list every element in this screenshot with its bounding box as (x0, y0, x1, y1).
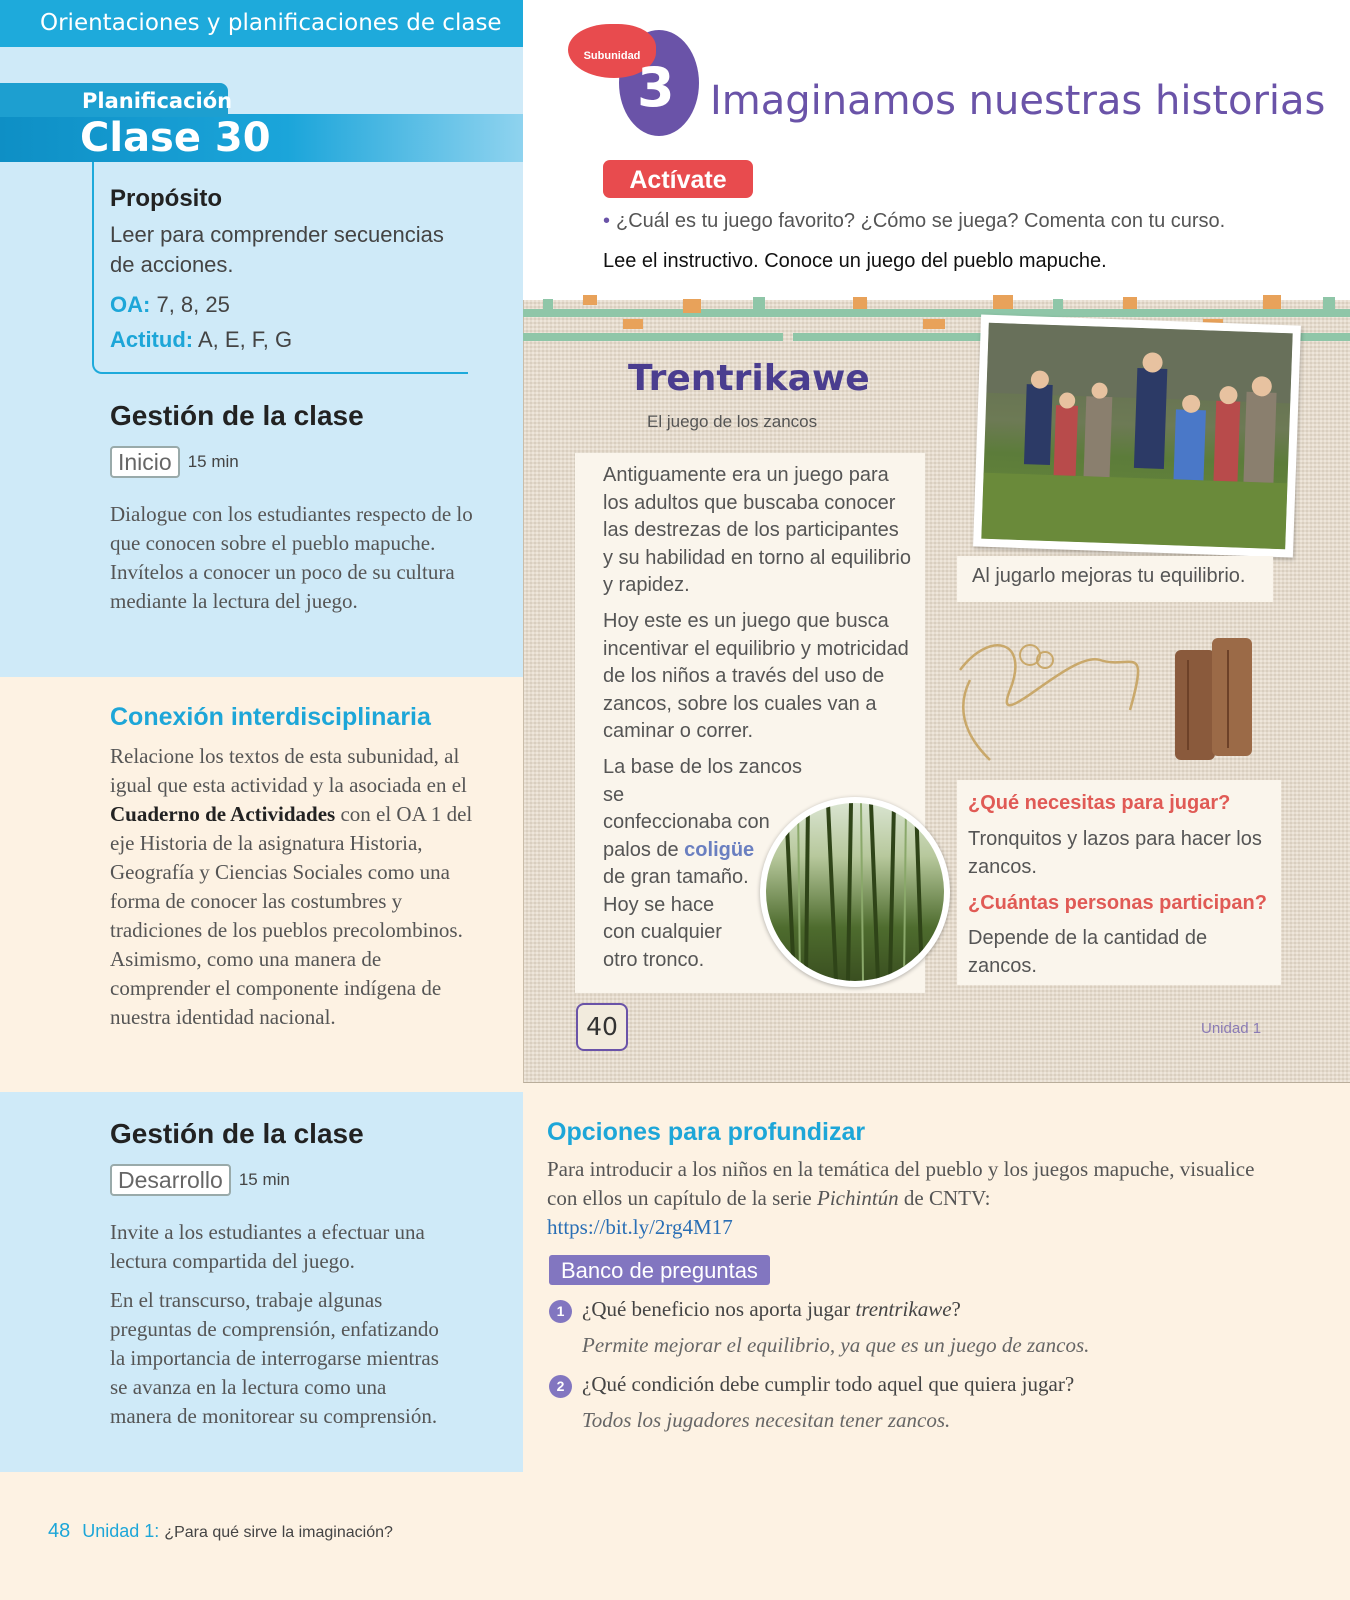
p3-line-1: La base de los zancos se (603, 756, 803, 806)
activate-question-text: ¿Cuál es tu juego favorito? ¿Cómo se juega? Comenta con tu curso. (616, 210, 1226, 232)
subunit-number: 3 (637, 56, 675, 119)
section-header: Orientaciones y planificaciones de clase (0, 0, 523, 47)
purpose-text: Leer para comprender secuencias de acciones. (110, 222, 444, 277)
q1-post: ? (951, 1297, 961, 1321)
conexion-text-2: con el OA 1 del eje Historia de la asignatura Historia, Geografía y Ciencias Sociales como una forma de conocer las costumbres y tradiciones de los pueblos precolombinos. Asimismo, como una manera de comprender el componente indígena de nuestra identidad nacional. (110, 802, 473, 1029)
conexion-text-bold: Cuaderno de Actividades (110, 802, 336, 826)
desarrollo-text-1: Invite a los estudiantes a efectuar una lectura compartida del juego. (110, 1220, 425, 1273)
footer-unit-question: ¿Para qué sirve la imaginación? (164, 1524, 393, 1541)
banco-heading: Banco de preguntas (549, 1255, 770, 1285)
children-photo-image (981, 323, 1292, 549)
plan-tab: Planificación (0, 83, 228, 117)
conexion-heading: Conexión interdisciplinaria (110, 703, 431, 731)
photo-caption: Al jugarlo mejoras tu equilibrio. (972, 565, 1246, 587)
p3-line-6: con cualquier (603, 921, 722, 943)
attitude-value: A, E, F, G (198, 327, 293, 352)
page-footer (48, 1520, 393, 1543)
game-title: Trentrikawe (628, 358, 870, 399)
game-subtitle: El juego de los zancos (647, 412, 818, 431)
q1-pre: ¿Qué beneficio nos aporta jugar (582, 1297, 856, 1321)
opciones-heading: Opciones para profundizar (547, 1118, 866, 1146)
opciones-text-1: Para introducir a los niños en la temática del pueblo y los juegos mapuche, visualice con ellos un capítulo de la serie (547, 1157, 1255, 1210)
subunit-title: Imaginamos nuestras historias (710, 78, 1326, 124)
bamboo-photo (760, 797, 950, 987)
answer-1: Permite mejorar el equilibrio, ya que es un juego de zancos. (582, 1333, 1090, 1357)
p3-line-3-pre: palos de (603, 838, 685, 861)
question-1-number: 1 (549, 1300, 572, 1323)
oa-line (110, 292, 230, 318)
bamboo-photo-image (766, 803, 944, 981)
phase-minutes-inicio: 15 min (187, 452, 239, 471)
conexion-text-1: Relacione los textos de esta subunidad, al igual que esta actividad y la asociada en el (110, 744, 467, 797)
phase-badge-inicio: Inicio (110, 446, 180, 478)
players-answer: Depende de la cantidad de zancos. (968, 927, 1208, 977)
phase-minutes-desarrollo: 15 min (238, 1170, 290, 1189)
activate-question (603, 210, 1225, 233)
q1-em: trentrikawe (855, 1297, 952, 1321)
phase-row-inicio (110, 446, 239, 478)
attitude-line (110, 327, 292, 353)
players-question: ¿Cuántas personas participan? (968, 892, 1267, 914)
activate-label: Actívate (603, 160, 753, 198)
answer-2: Todos los jugadores necesitan tener zancos. (582, 1408, 951, 1432)
phase-row-desarrollo (110, 1164, 290, 1196)
needs-question: ¿Qué necesitas para jugar? (968, 792, 1231, 814)
inicio-text: Dialogue con los estudiantes respecto de lo que conocen sobre el pueblo mapuche. Invítelos a conocer un poco de su cultura mediante la lectura del juego. (110, 502, 473, 613)
subunit-label: Subunidad (568, 24, 656, 78)
oa-value: 7, 8, 25 (156, 292, 230, 317)
cntv-link[interactable]: https://bit.ly/2rg4M17 (547, 1215, 733, 1239)
phase-badge-desarrollo: Desarrollo (110, 1164, 231, 1196)
question-1-text (582, 1297, 961, 1322)
opciones-text-2: de CNTV: (898, 1186, 991, 1210)
paragraph-1: Antiguamente era un juego para los adultos que buscaba conocer las destrezas de los participantes y su habilidad en torno al equilibrio y rapidez. (603, 464, 911, 596)
p3-line-4: de gran tamaño. (603, 866, 749, 888)
series-name: Pichintún (817, 1186, 899, 1210)
book-page-number: 40 (576, 1003, 628, 1051)
gestion-heading-inicio: Gestión de la clase (110, 400, 364, 431)
question-2-number: 2 (549, 1375, 572, 1398)
needs-answer: Tronquitos y lazos para hacer los zancos. (968, 828, 1262, 878)
children-photo (973, 314, 1301, 557)
question-2 (549, 1372, 1074, 1398)
conexion-text (110, 742, 475, 1032)
p3-line-7: otro tronco. (603, 948, 705, 971)
question-1 (549, 1297, 961, 1323)
stilts-illustration (950, 630, 1270, 770)
bamboo-illustration (766, 803, 944, 981)
footer-page-number: 48 (48, 1520, 71, 1542)
desarrollo-text-2: En el transcurso, trabaje algunas preguntas de comprensión, enfatizando la importancia de interrogarse mientras se avanza en la lectura como una manera de monitorear su comprensión. (110, 1288, 439, 1428)
purpose-title: Propósito (110, 185, 222, 212)
instruction: Lee el instructivo. Conoce un juego del pueblo mapuche. (603, 250, 1107, 272)
opciones-text (547, 1155, 1287, 1242)
oa-label: OA: (110, 292, 151, 317)
gestion-heading-desarrollo: Gestión de la clase (110, 1118, 364, 1149)
footer-unit-label: Unidad 1: (82, 1521, 160, 1541)
coligue-word: coligüe (684, 838, 755, 861)
book-unit-tag: Unidad 1 (1201, 1020, 1262, 1037)
class-title: Clase 30 (80, 115, 271, 161)
p3-line-5: Hoy se hace (603, 893, 715, 916)
question-2-text: ¿Qué condición debe cumplir todo aquel que quiera jugar? (582, 1372, 1075, 1396)
paragraph-2: Hoy este es un juego que busca incentivar el equilibrio y motricidad de los niños a través del uso de zancos, sobre los cuales van a caminar o correr. (603, 610, 909, 742)
attitude-label: Actitud: (110, 327, 194, 352)
children-illustration (981, 323, 1292, 549)
bullet-icon: • (603, 210, 611, 232)
p3-line-2: confeccionaba con (603, 811, 770, 833)
